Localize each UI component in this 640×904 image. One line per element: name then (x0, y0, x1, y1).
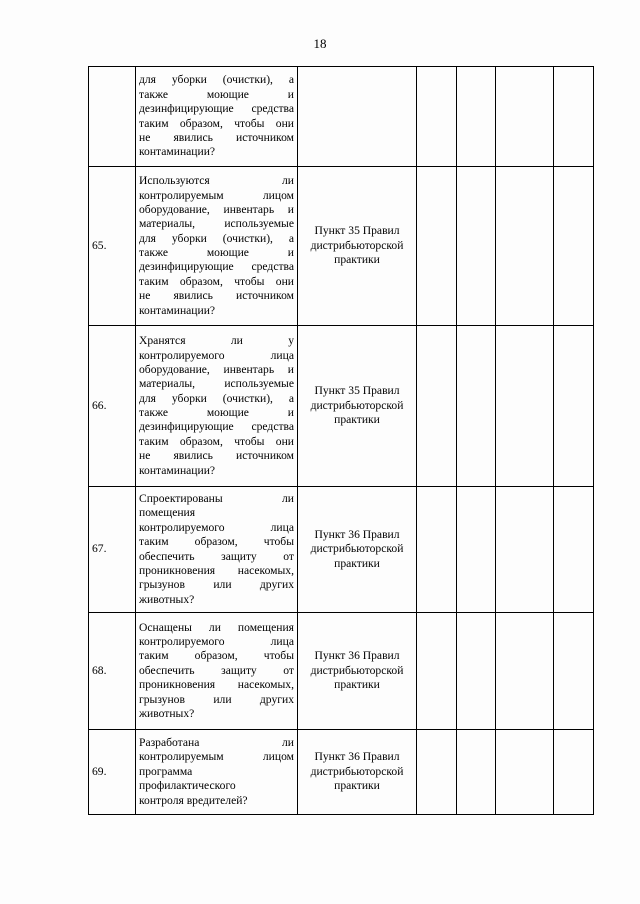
page-number: 18 (313, 36, 327, 51)
question-line: таким образом, чтобы (139, 535, 294, 549)
question-line: также моющие и (139, 87, 294, 101)
question-line: проникновения насекомых, (139, 563, 294, 577)
row-number: 65. (89, 167, 136, 326)
question-cell (136, 67, 298, 167)
question-line: Используются ли (139, 174, 294, 188)
answer-cell (496, 326, 554, 487)
question-line: для уборки (очистки), а (139, 231, 294, 245)
question-line: грызунов или других (139, 692, 294, 706)
answer-cell (417, 487, 457, 613)
legal-reference: Пункт 36 Правил дистрибьюторской практики (298, 487, 417, 613)
answer-cell (554, 613, 594, 730)
question-line: материалы, используемые (139, 217, 294, 231)
table-row (89, 326, 594, 487)
row-number: 68. (89, 613, 136, 730)
question-line: животных? (139, 592, 195, 606)
answer-cell (554, 167, 594, 326)
question-line: не явились источником (139, 449, 294, 463)
answer-cell (554, 730, 594, 815)
legal-reference (298, 67, 417, 167)
answer-cell (417, 67, 457, 167)
legal-reference: Пункт 36 Правил дистрибьюторской практики (298, 613, 417, 730)
answer-cell (417, 730, 457, 815)
question-cell (136, 167, 298, 326)
question-line: Оснащены ли помещения (139, 620, 294, 634)
question-line: дезинфицирующие средства (139, 102, 294, 116)
answer-cell (554, 67, 594, 167)
legal-reference: Пункт 35 Правил дистрибьюторской практики (298, 326, 417, 487)
answer-cell (417, 613, 457, 730)
question-line: программа (139, 764, 193, 778)
answer-cell (457, 67, 496, 167)
answer-cell (496, 613, 554, 730)
question-line: проникновения насекомых, (139, 678, 294, 692)
question-line: контаминации? (139, 463, 216, 477)
answer-cell (457, 730, 496, 815)
question-line: не явились источником (139, 130, 294, 144)
answer-cell (496, 167, 554, 326)
question-line: таким образом, чтобы они (139, 434, 294, 448)
question-line: оборудование, инвентарь и (139, 362, 294, 376)
question-cell (136, 326, 298, 487)
question-line: Спроектированы ли (139, 492, 294, 505)
question-line: контроля вредителей? (139, 793, 248, 807)
question-line: материалы, используемые (139, 377, 294, 391)
question-line: дезинфицирующие средства (139, 420, 294, 434)
question-cell (136, 487, 298, 613)
question-line: обеспечить защиту от (139, 663, 294, 677)
table-row (89, 167, 594, 326)
question-line: таким образом, чтобы они (139, 274, 294, 288)
question-line: не явились источником (139, 289, 294, 303)
answer-cell (496, 67, 554, 167)
question-line: грызунов или других (139, 578, 294, 592)
table-row (89, 613, 594, 730)
row-number (89, 67, 136, 167)
question-line: контролируемым лицом (139, 188, 294, 202)
question-line: контролируемым лицом (139, 750, 294, 764)
row-number: 67. (89, 487, 136, 613)
answer-cell (457, 326, 496, 487)
answer-cell (457, 487, 496, 613)
question-line: оборудование, инвентарь и (139, 202, 294, 216)
answer-cell (554, 326, 594, 487)
question-line: животных? (139, 706, 195, 720)
question-line: таким образом, чтобы (139, 649, 294, 663)
question-line: для уборки (очистки), а (139, 73, 294, 87)
checklist-table (88, 66, 594, 815)
answer-cell (457, 167, 496, 326)
question-line: для уборки (очистки), а (139, 391, 294, 405)
answer-cell (496, 487, 554, 613)
answer-cell (554, 487, 594, 613)
question-line: профилактического (139, 779, 236, 793)
row-number: 69. (89, 730, 136, 815)
table-row (89, 67, 594, 167)
answer-cell (496, 730, 554, 815)
question-line: Разработана ли (139, 736, 294, 750)
row-number: 66. (89, 326, 136, 487)
question-line: контролируемого лица (139, 520, 294, 534)
question-line: обеспечить защиту от (139, 549, 294, 563)
question-line: контролируемого лица (139, 348, 294, 362)
legal-reference: Пункт 36 Правил дистрибьюторской практики (298, 730, 417, 815)
question-line: также моющие и (139, 406, 294, 419)
answer-cell (457, 613, 496, 730)
question-cell (136, 730, 298, 815)
table-row (89, 730, 594, 815)
legal-reference: Пункт 35 Правил дистрибьюторской практики (298, 167, 417, 326)
question-line: Хранятся ли у (139, 334, 294, 348)
question-line: помещения (139, 506, 196, 520)
question-cell (136, 613, 298, 730)
question-line: дезинфицирующие средства (139, 260, 294, 274)
question-line: контаминации? (139, 303, 216, 317)
question-line: контаминации? (139, 145, 216, 159)
answer-cell (417, 167, 457, 326)
question-line: контролируемого лица (139, 635, 294, 649)
answer-cell (417, 326, 457, 487)
table-row (89, 487, 594, 613)
question-line: таким образом, чтобы они (139, 116, 294, 130)
question-line: также моющие и (139, 246, 294, 259)
